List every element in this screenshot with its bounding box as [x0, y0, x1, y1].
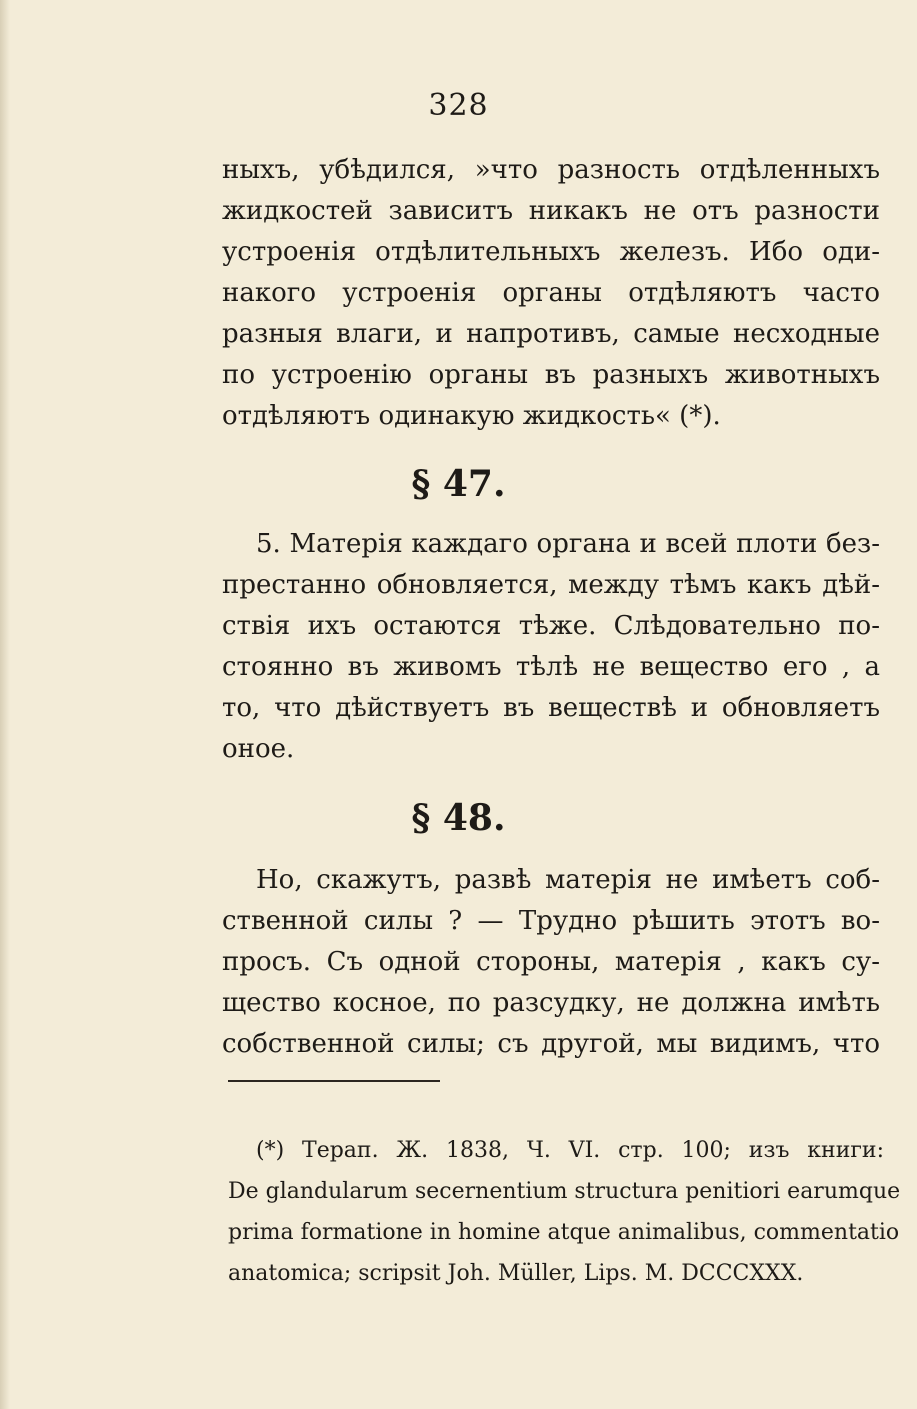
text-line: 5. Матерія каждаго органа и всей плоти без-	[256, 529, 880, 559]
text-line: Но, скажутъ, развѣ матерія не имѣетъ соб-	[256, 865, 880, 895]
footnote	[228, 1130, 901, 1294]
section-heading-48: § 48.	[411, 797, 506, 839]
page-number: 328	[428, 88, 489, 123]
paragraph-continued	[222, 150, 880, 437]
footnote-line: prima formatione in homine atque animalibus, commentatio	[228, 1220, 900, 1245]
text-line: просъ. Съ одной стороны, матерія , какъ су-	[222, 947, 880, 977]
paragraph-section-47	[222, 524, 880, 770]
text-line: по устроенію органы въ разныхъ животныхъ	[222, 360, 880, 390]
text-line: стоянно въ живомъ тѣлѣ не вещество его , а	[222, 652, 880, 682]
footnote-line: (*) Терап. Ж. 1838, Ч. VI. стр. 100; изъ книги:	[256, 1138, 884, 1163]
text-line: то, что дѣйствуетъ въ веществѣ и обновляетъ	[222, 693, 880, 723]
footnote-line: De glandularum secernentium structura penitiori earumque	[228, 1179, 901, 1204]
text-line: ственной силы ? — Трудно рѣшить этотъ во-	[222, 906, 880, 936]
paragraph-section-48	[222, 860, 880, 1065]
text-line: престанно обновляется, между тѣмъ какъ дѣй-	[222, 570, 880, 600]
text-line: оное.	[222, 734, 295, 764]
text-line: устроенія отдѣлительныхъ железъ. Ибо оди-	[222, 237, 880, 267]
text-line: щество косное, по разсудку, не должна имѣть	[222, 988, 880, 1018]
footnote-line: anatomica; scripsit Joh. Müller, Lips. M. DCCCXXX.	[228, 1261, 804, 1286]
text-line: ныхъ, убѣдился, »что разность отдѣленныхъ	[222, 155, 880, 185]
text-line: отдѣляютъ одинакую жидкость« (*).	[222, 401, 721, 431]
footnote-separator	[228, 1080, 440, 1082]
text-line: разныя влаги, и напротивъ, самые несходные	[222, 319, 880, 349]
text-line: собственной силы; съ другой, мы видимъ, что	[222, 1029, 880, 1059]
text-line: жидкостей зависитъ никакъ не отъ разности	[222, 196, 880, 226]
text-line: ствія ихъ остаются тѣже. Слѣдовательно по-	[222, 611, 880, 641]
section-heading-47: § 47.	[411, 463, 506, 505]
text-line: накого устроенія органы отдѣляютъ часто	[222, 278, 880, 308]
